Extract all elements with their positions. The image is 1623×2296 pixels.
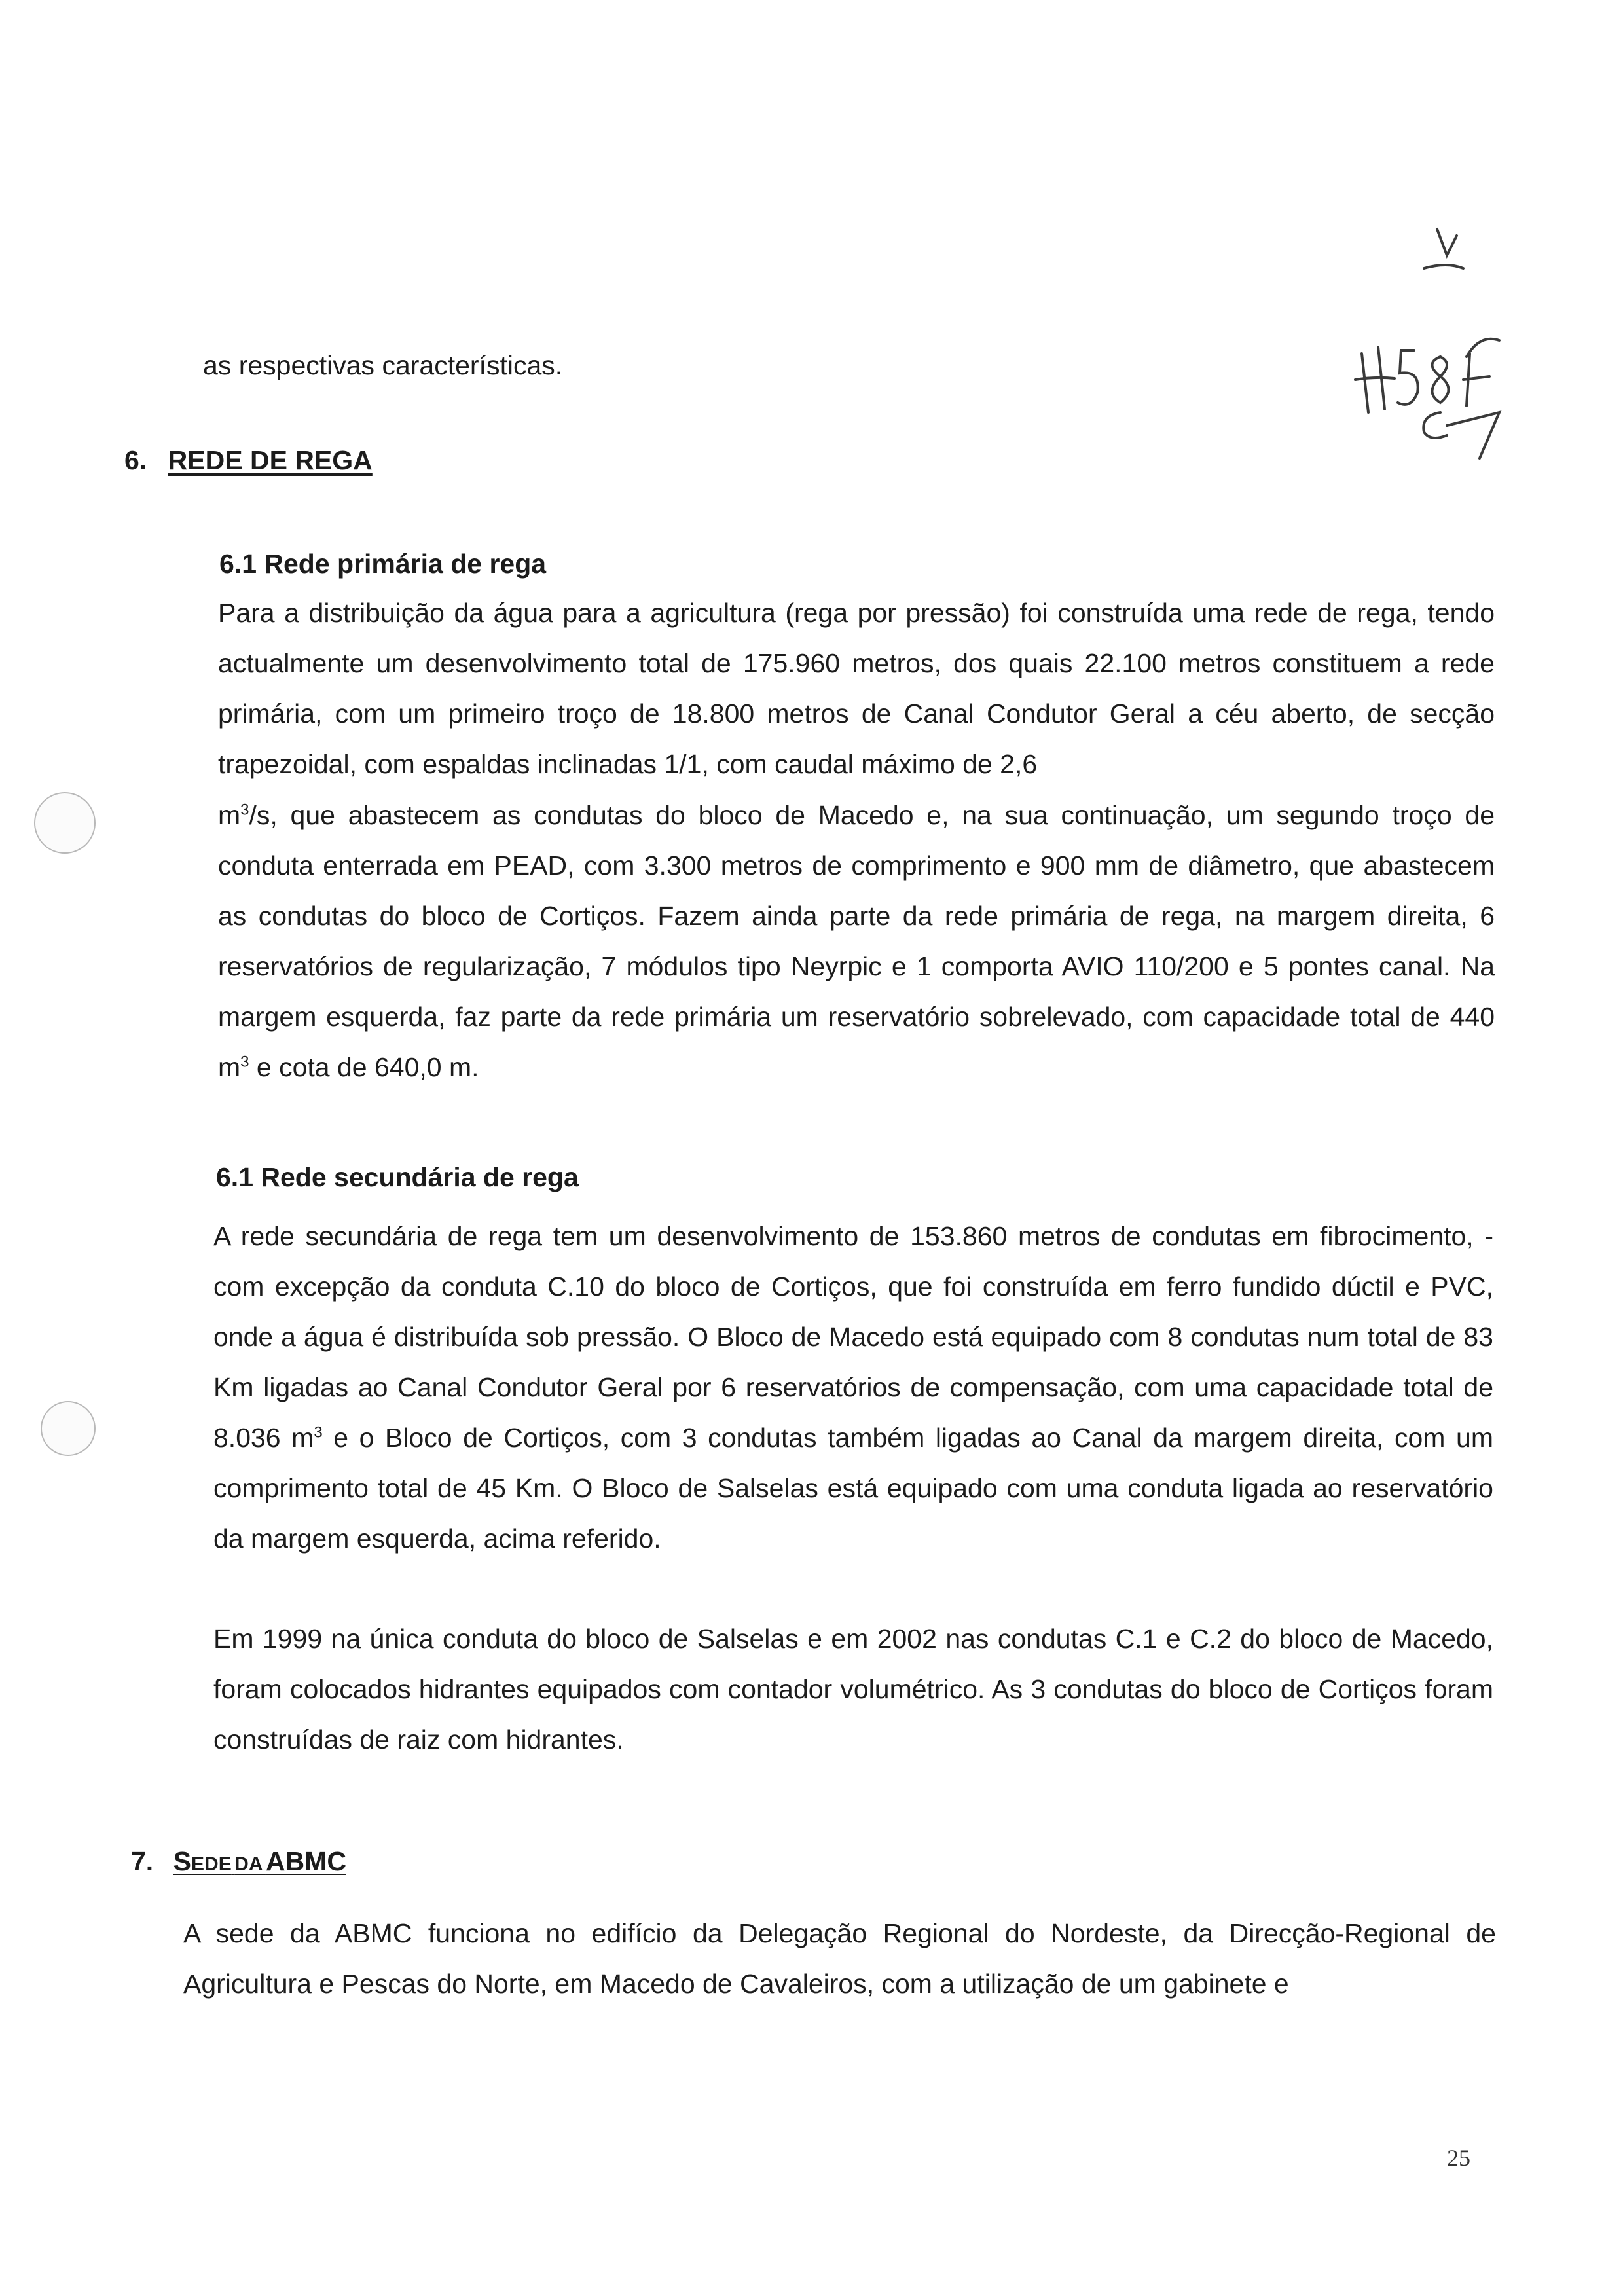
- handwritten-annotation: [1349, 216, 1519, 478]
- subsection-title-secondary: 6.1 Rede secundária de rega: [216, 1162, 579, 1192]
- section-7-heading: [131, 1846, 346, 1877]
- section-title: REDE DE REGA: [168, 445, 373, 475]
- punch-hole: [34, 792, 96, 854]
- paragraph-primary-2: $m^3/s$, que abastecem as condutas do bloco de Macedo e, na sua continuação, um segundo troço de conduta enterrada em PEAD, com 3.300 metros de comprimento e 900 mm de diâmetro, que abastecem as condutas do bloco de Cortiços. Fazem ainda parte da rede primária de rega, na margem direita, 6 reservatórios de regularização, 7 módulos tipo Neyrpic e 1 comporta AVIO 110/200 e 5 pontes canal. Na margem esquerda, faz parte da rede primária um reservatório sobrelevado, com capacidade total de 440 $m^3$ e cota de 640,0 m.: [218, 800, 1495, 1082]
- subsection-title-primary: 6.1 Rede primária de rega: [219, 549, 547, 579]
- paragraph-secondary-1: A rede secundária de rega tem um desenvolvimento de 153.860 metros de condutas em fibrocimento, - com excepção da conduta C.10 do bloco de Cortiços, que foi construída em ferro fundido dúctil e PVC, onde a água é distribuída sob pressão. O Bloco de Macedo está equipado com 8 condutas num total de 83 Km ligadas ao Canal Condutor Geral por 6 reservatórios de compensação, com uma capacidade total de 8.036 $m^3$ e o Bloco de Cortiços, com 3 condutas também ligadas ao Canal da margem direita, com um comprimento total de 45 Km. O Bloco de Salselas está equipado com uma conduta ligada ao reservatório da margem esquerda, acima referido.: [213, 1221, 1493, 1554]
- section-title: SEDE DA ABMC: [173, 1846, 346, 1876]
- punch-hole: [41, 1401, 96, 1456]
- paragraph-primary-1: Para a distribuição da água para a agricultura (rega por pressão) foi construída uma rede de rega, tendo actualmente um desenvolvimento total de 175.960 metros, dos quais 22.100 metros constituem a rede primária, com um primeiro troço de 18.800 metros de Canal Condutor Geral a céu aberto, de secção trapezoidal, com espaldas inclinadas 1/1, com caudal máximo de 2,6: [218, 598, 1495, 779]
- paragraph-section-7: A sede da ABMC funciona no edifício da Delegação Regional do Nordeste, da Direcção-Regional de Agricultura e Pescas do Norte, em Macedo de Cavaleiros, com a utilização de um gabinete e: [183, 1918, 1496, 1999]
- paragraph-secondary-2: Em 1999 na única conduta do bloco de Salselas e em 2002 nas condutas C.1 e C.2 do bloco de Macedo, foram colocados hidrantes equipados com contador volumétrico. As 3 condutas do bloco de Cortiços foram construídas de raiz com hidrantes.: [213, 1624, 1493, 1755]
- section-6-heading: [124, 445, 373, 476]
- page-number: 25: [1447, 2145, 1470, 2171]
- intro-line: as respectivas características.: [203, 350, 563, 380]
- section-number: 7.: [131, 1846, 154, 1876]
- section-number: 6.: [124, 445, 147, 475]
